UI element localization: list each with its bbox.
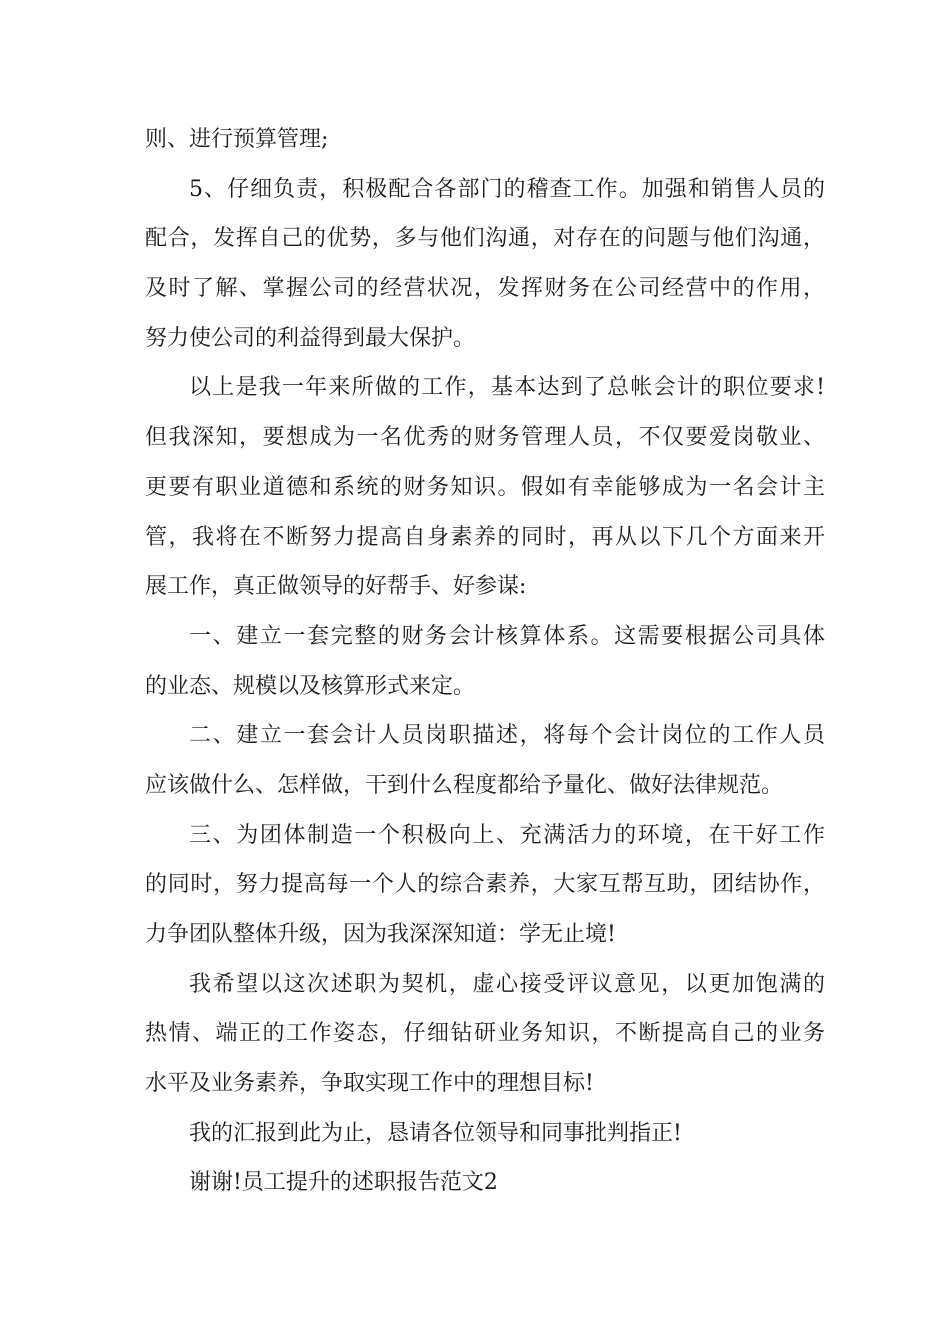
text-line: 努力使公司的利益得到最大保护。: [145, 325, 476, 351]
text-line: 热情、端正的工作姿态，仔细钻研业务知识，不断提高自己的业务: [145, 1021, 825, 1047]
text-line: 力争团队整体升级，因为我深深知道：学无止境!: [145, 922, 616, 947]
text-line: 应该做什么、怎样做，干到什么程度都给予量化、做好法律规范。: [145, 772, 784, 798]
text-line: 的同时，努力提高每一个人的综合素养，大家互帮互助，团结协作，: [145, 872, 825, 898]
text-line: 一、建立一套完整的财务会计核算体系。这需要根据公司具体: [189, 623, 825, 649]
text-line: 则、进行预算管理;: [145, 127, 329, 152]
text-line: 展工作，真正做领导的好帮手、好参谋:: [145, 574, 527, 600]
text-line: 水平及业务素养，争取实现工作中的理想目标!: [145, 1071, 594, 1097]
text-line: 配合，发挥自己的优势，多与他们沟通，对存在的问题与他们沟通，: [145, 226, 825, 252]
text-line: 更要有职业道德和系统的财务知识。假如有幸能够成为一名会计主: [145, 474, 825, 500]
text-line: 二、建立一套会计人员岗职描述，将每个会计岗位的工作人员: [189, 723, 825, 749]
text-line: 5、仔细负责，积极配合各部门的稽查工作。加强和销售人员的: [189, 176, 825, 202]
text-line: 以上是我一年来所做的工作，基本达到了总帐会计的职位要求!: [189, 375, 825, 401]
text-line: 的业态、规模以及核算形式来定。: [145, 673, 476, 699]
document-body: [145, 128, 825, 1221]
text-line: 三、为团体制造一个积极向上、充满活力的环境，在干好工作: [189, 822, 825, 848]
text-line: 管，我将在不断努力提高自身素养的同时，再从以下几个方面来开: [145, 524, 825, 550]
text-line: 但我深知，要想成为一名优秀的财务管理人员，不仅要爱岗敬业、: [145, 425, 825, 451]
text-line: 我希望以这次述职为契机，虚心接受评议意见，以更加饱满的: [189, 971, 825, 997]
text-line: 及时了解、掌握公司的经营状况，发挥财务在公司经营中的作用，: [145, 276, 825, 302]
text-line: 我的汇报到此为止，恳请各位领导和同事批判指正!: [189, 1120, 682, 1146]
text-line: 谢谢!员工提升的述职报告范文2: [189, 1170, 498, 1196]
